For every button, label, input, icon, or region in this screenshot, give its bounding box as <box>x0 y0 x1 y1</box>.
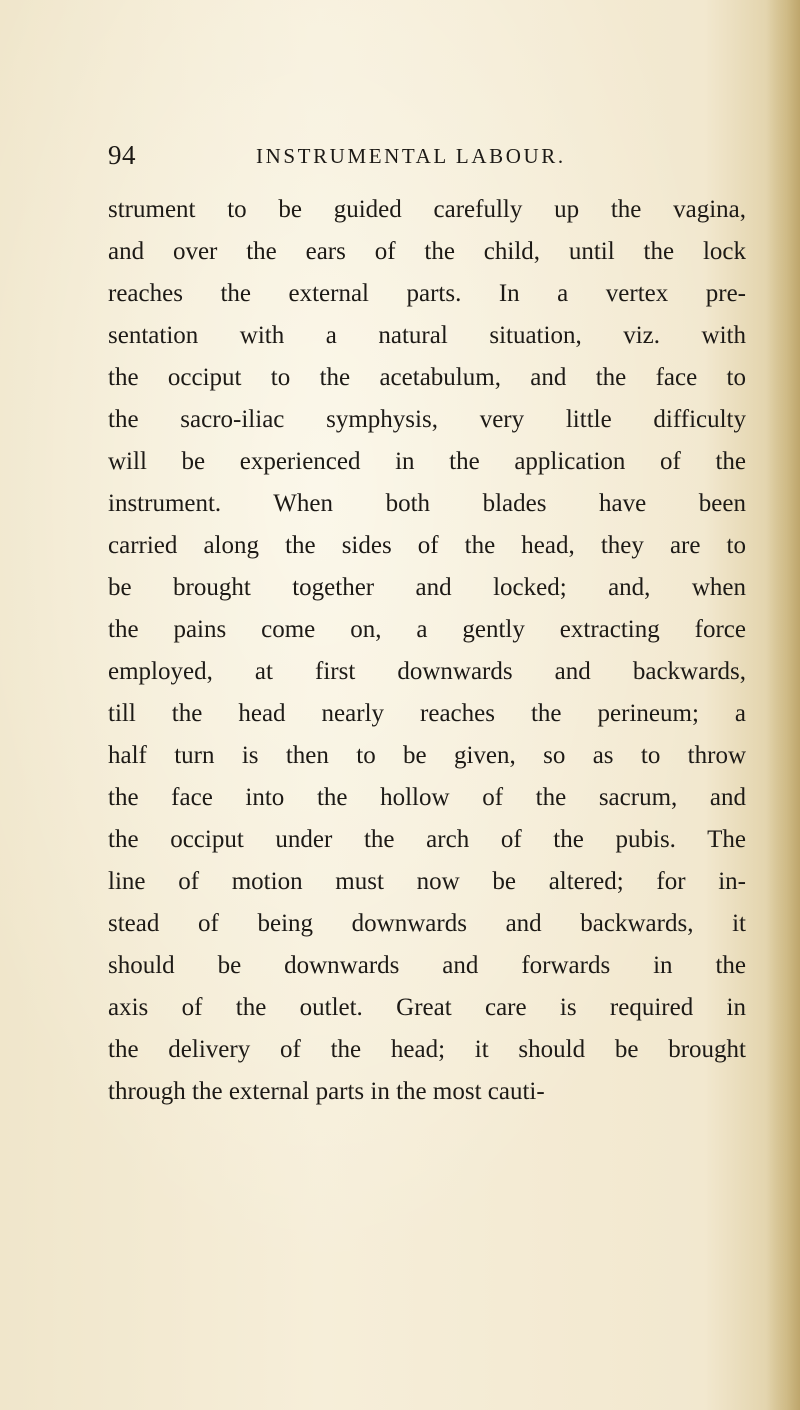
text-line: stead of being downwards and backwards, it <box>108 910 746 937</box>
page-edge-shadow <box>766 0 800 1410</box>
text-line: through the external parts in the most cauti- <box>108 1078 545 1105</box>
page-number: 94 <box>108 140 136 170</box>
text-line: carried along the sides of the head, they are to <box>108 532 746 559</box>
text-line: the occiput under the arch of the pubis. The <box>108 826 746 853</box>
text-line: the delivery of the head; it should be brought <box>108 1036 746 1063</box>
text-line: instrument. When both blades have been <box>108 490 746 517</box>
text-line: should be downwards and forwards in the <box>108 952 746 979</box>
text-line: strument to be guided carefully up the vagina, <box>108 196 746 223</box>
text-line: the occiput to the acetabulum, and the face to <box>108 364 746 391</box>
body-text <box>108 189 746 1113</box>
text-line: sentation with a natural situation, viz. with <box>108 322 746 349</box>
text-line: be brought together and locked; and, when <box>108 574 746 601</box>
running-head <box>108 138 748 172</box>
text-line: reaches the external parts. In a vertex pre- <box>108 280 746 307</box>
running-head-title: INSTRUMENTAL LABOUR. <box>256 144 566 168</box>
text-line: till the head nearly reaches the perineum; a <box>108 700 746 727</box>
text-line: will be experienced in the application of the <box>108 448 746 475</box>
text-line: and over the ears of the child, until the lock <box>108 238 746 265</box>
text-line: the face into the hollow of the sacrum, and <box>108 784 746 811</box>
text-line: half turn is then to be given, so as to throw <box>108 742 746 769</box>
text-line: the sacro-iliac symphysis, very little difficulty <box>108 406 746 433</box>
text-line: the pains come on, a gently extracting force <box>108 616 746 643</box>
text-line: axis of the outlet. Great care is required in <box>108 994 746 1021</box>
text-line: line of motion must now be altered; for in- <box>108 868 746 895</box>
text-line: employed, at first downwards and backwards, <box>108 658 746 685</box>
